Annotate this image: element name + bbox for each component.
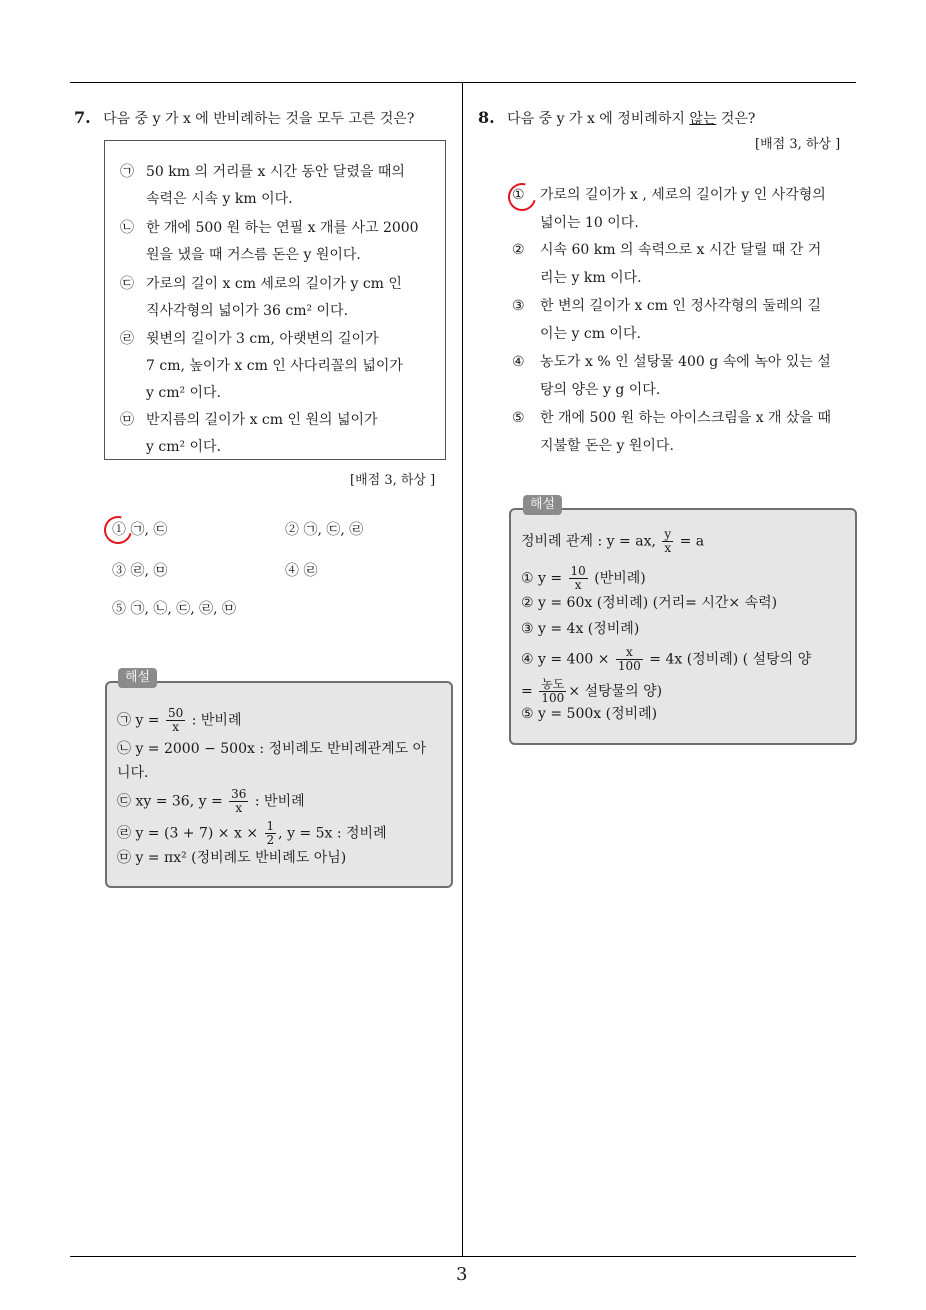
q7-score: [배점 3, 하상 ]	[350, 473, 436, 488]
option-line: 한 개에 500 원 하는 아이스크림을 x 개 샀을 때	[540, 410, 832, 426]
item-label: ㉤	[120, 412, 134, 428]
text: ㉣ y = (3 + 7) × x ×	[117, 825, 263, 842]
q8-score: [배점 3, 하상 ]	[755, 137, 841, 152]
solution-line	[521, 528, 704, 555]
item-label: ㉢	[120, 276, 134, 292]
option-line: 시속 60 km 의 속력으로 x 시간 달릴 때 간 거	[540, 242, 822, 258]
q8-header	[478, 108, 755, 129]
item-label: ㉣	[120, 331, 134, 347]
fraction	[569, 565, 588, 592]
q8-option-3[interactable]	[512, 292, 852, 348]
solution-line: 니다.	[117, 765, 149, 781]
text: = 4x (정비례) ( 설탕의 양	[644, 651, 812, 668]
fraction	[662, 528, 673, 555]
bottom-rule	[70, 1256, 856, 1257]
q7-item-1	[120, 159, 420, 213]
text: × 설탕물의 양)	[568, 683, 663, 700]
fraction	[265, 820, 277, 847]
text: ㉠ y =	[117, 712, 164, 729]
solution-line	[521, 678, 662, 705]
item-line: 한 개에 500 원 하는 연필 x 개를 사고 2000	[146, 220, 419, 236]
solution-line: ⑤ y = 500x (정비례)	[521, 706, 658, 722]
item-line: 윗변의 길이가 3 cm, 아랫변의 길이가	[146, 331, 379, 347]
item-line: 직사각형의 넓이가 36 cm² 이다.	[146, 303, 349, 319]
q8-option-4[interactable]	[512, 348, 852, 404]
numerator: 농도	[541, 677, 565, 691]
option-line: 넓이는 10 이다.	[540, 215, 639, 231]
solution-line: ㉡ y = 2000 − 500x : 정비례도 반비례관계도 아	[117, 741, 427, 757]
solution-line	[117, 707, 241, 734]
numerator: 1	[266, 819, 275, 833]
numerator: y	[664, 527, 672, 541]
option-line: 지불할 돈은 y 원이다.	[540, 438, 674, 454]
text: =	[521, 683, 538, 700]
option-label: ①	[512, 187, 525, 203]
fraction	[616, 646, 643, 673]
item-label: ㉡	[120, 220, 134, 236]
solution-line	[521, 565, 646, 592]
q8-prompt-underlined: 않는	[689, 111, 717, 127]
denominator: x	[172, 720, 180, 734]
option-label: ④	[512, 354, 525, 370]
solution-line	[117, 820, 387, 847]
item-label: ㉠	[120, 164, 134, 180]
item-line: 가로의 길이 x cm 세로의 길이가 y cm 인	[146, 276, 402, 292]
item-line: y cm² 이다.	[146, 439, 222, 455]
q8-prompt-post: 것은?	[716, 111, 756, 127]
q7-item-4	[120, 326, 420, 407]
item-line: 속력은 시속 y km 이다.	[146, 191, 293, 207]
text: , y = 5x : 정비례	[278, 825, 387, 842]
page-number: 3	[456, 1264, 468, 1285]
fraction	[166, 707, 185, 734]
option-label: ⑤	[512, 410, 525, 426]
solution-line	[521, 646, 811, 673]
item-line: 7 cm, 높이가 x cm 인 사다리꼴의 넓이가	[146, 358, 403, 374]
text: = a	[675, 533, 705, 550]
fraction	[229, 788, 248, 815]
denominator: 2	[266, 833, 275, 847]
q7-item-2	[120, 215, 420, 269]
solution-line	[117, 788, 305, 815]
q7-item-5	[120, 407, 420, 461]
numerator: 50	[168, 706, 184, 720]
item-line: 반지름의 길이가 x cm 인 원의 넓이가	[146, 412, 378, 428]
q8-solution-tag: 해설	[523, 495, 562, 515]
q7-choice-1[interactable]: ① ㉠, ㉢	[112, 522, 168, 538]
option-line: 한 변의 길이가 x cm 인 정사각형의 둘레의 길	[540, 298, 821, 314]
option-line: 리는 y km 이다.	[540, 270, 642, 286]
q8-number: 8.	[478, 108, 495, 127]
q7-solution-box	[105, 681, 453, 888]
text: : 반비례	[250, 793, 305, 810]
text: ④ y = 400 ×	[521, 651, 614, 668]
option-line: 가로의 길이가 x , 세로의 길이가 y 인 사각형의	[540, 187, 826, 203]
item-line: y cm² 이다.	[146, 385, 222, 401]
numerator: 36	[231, 787, 247, 801]
q7-choice-4[interactable]: ④ ㉣	[285, 563, 318, 579]
numerator: 10	[570, 564, 586, 578]
text: : 반비례	[187, 712, 242, 729]
q7-choice-5[interactable]: ⑤ ㉠, ㉡, ㉢, ㉣, ㉤	[112, 601, 237, 617]
denominator: 100	[617, 659, 641, 673]
option-line: 이는 y cm 이다.	[540, 326, 641, 342]
solution-line: ② y = 60x (정비례) (거리= 시간× 속력)	[521, 595, 778, 611]
q8-prompt-pre: 다음 중 y 가 x 에 정비례하지	[507, 111, 690, 127]
q7-item-3	[120, 271, 420, 325]
numerator: x	[616, 646, 643, 660]
q7-header	[74, 108, 414, 129]
solution-line: ③ y = 4x (정비례)	[521, 621, 640, 637]
fraction	[539, 678, 566, 705]
q8-option-2[interactable]	[512, 236, 852, 292]
denominator: x	[574, 578, 582, 592]
denominator: x	[235, 801, 243, 815]
denominator: x	[664, 541, 672, 555]
q7-choice-2[interactable]: ② ㉠, ㉢, ㉣	[285, 522, 364, 538]
text: 정비례 관계 : y = ax,	[521, 533, 661, 550]
option-label: ②	[512, 242, 525, 258]
top-rule	[70, 82, 856, 83]
denominator: 100	[541, 691, 565, 705]
q8-option-1[interactable]	[512, 181, 852, 237]
solution-line: ㉤ y = πx² (정비례도 반비례도 아님)	[117, 850, 347, 866]
text: ① y =	[521, 570, 567, 587]
option-label: ③	[512, 298, 525, 314]
option-line: 농도가 x % 인 설탕물 400 g 속에 녹아 있는 설	[540, 354, 831, 370]
item-line: 50 km 의 거리를 x 시간 동안 달렸을 때의	[146, 164, 405, 180]
text: ㉢ xy = 36, y =	[117, 793, 228, 810]
q7-solution-tag: 해설	[118, 668, 157, 688]
option-line: 탕의 양은 y g 이다.	[540, 382, 661, 398]
item-line: 원을 냈을 때 거스름 돈은 y 원이다.	[146, 247, 361, 263]
q8-option-5[interactable]	[512, 404, 852, 460]
column-divider	[462, 82, 463, 1257]
q7-number: 7.	[74, 108, 91, 127]
q7-prompt: 다음 중 y 가 x 에 반비례하는 것을 모두 고른 것은?	[103, 111, 415, 127]
q8-solution-box	[509, 508, 857, 745]
q7-choice-3[interactable]: ③ ㉣, ㉤	[112, 563, 168, 579]
text: (반비례)	[589, 570, 646, 587]
